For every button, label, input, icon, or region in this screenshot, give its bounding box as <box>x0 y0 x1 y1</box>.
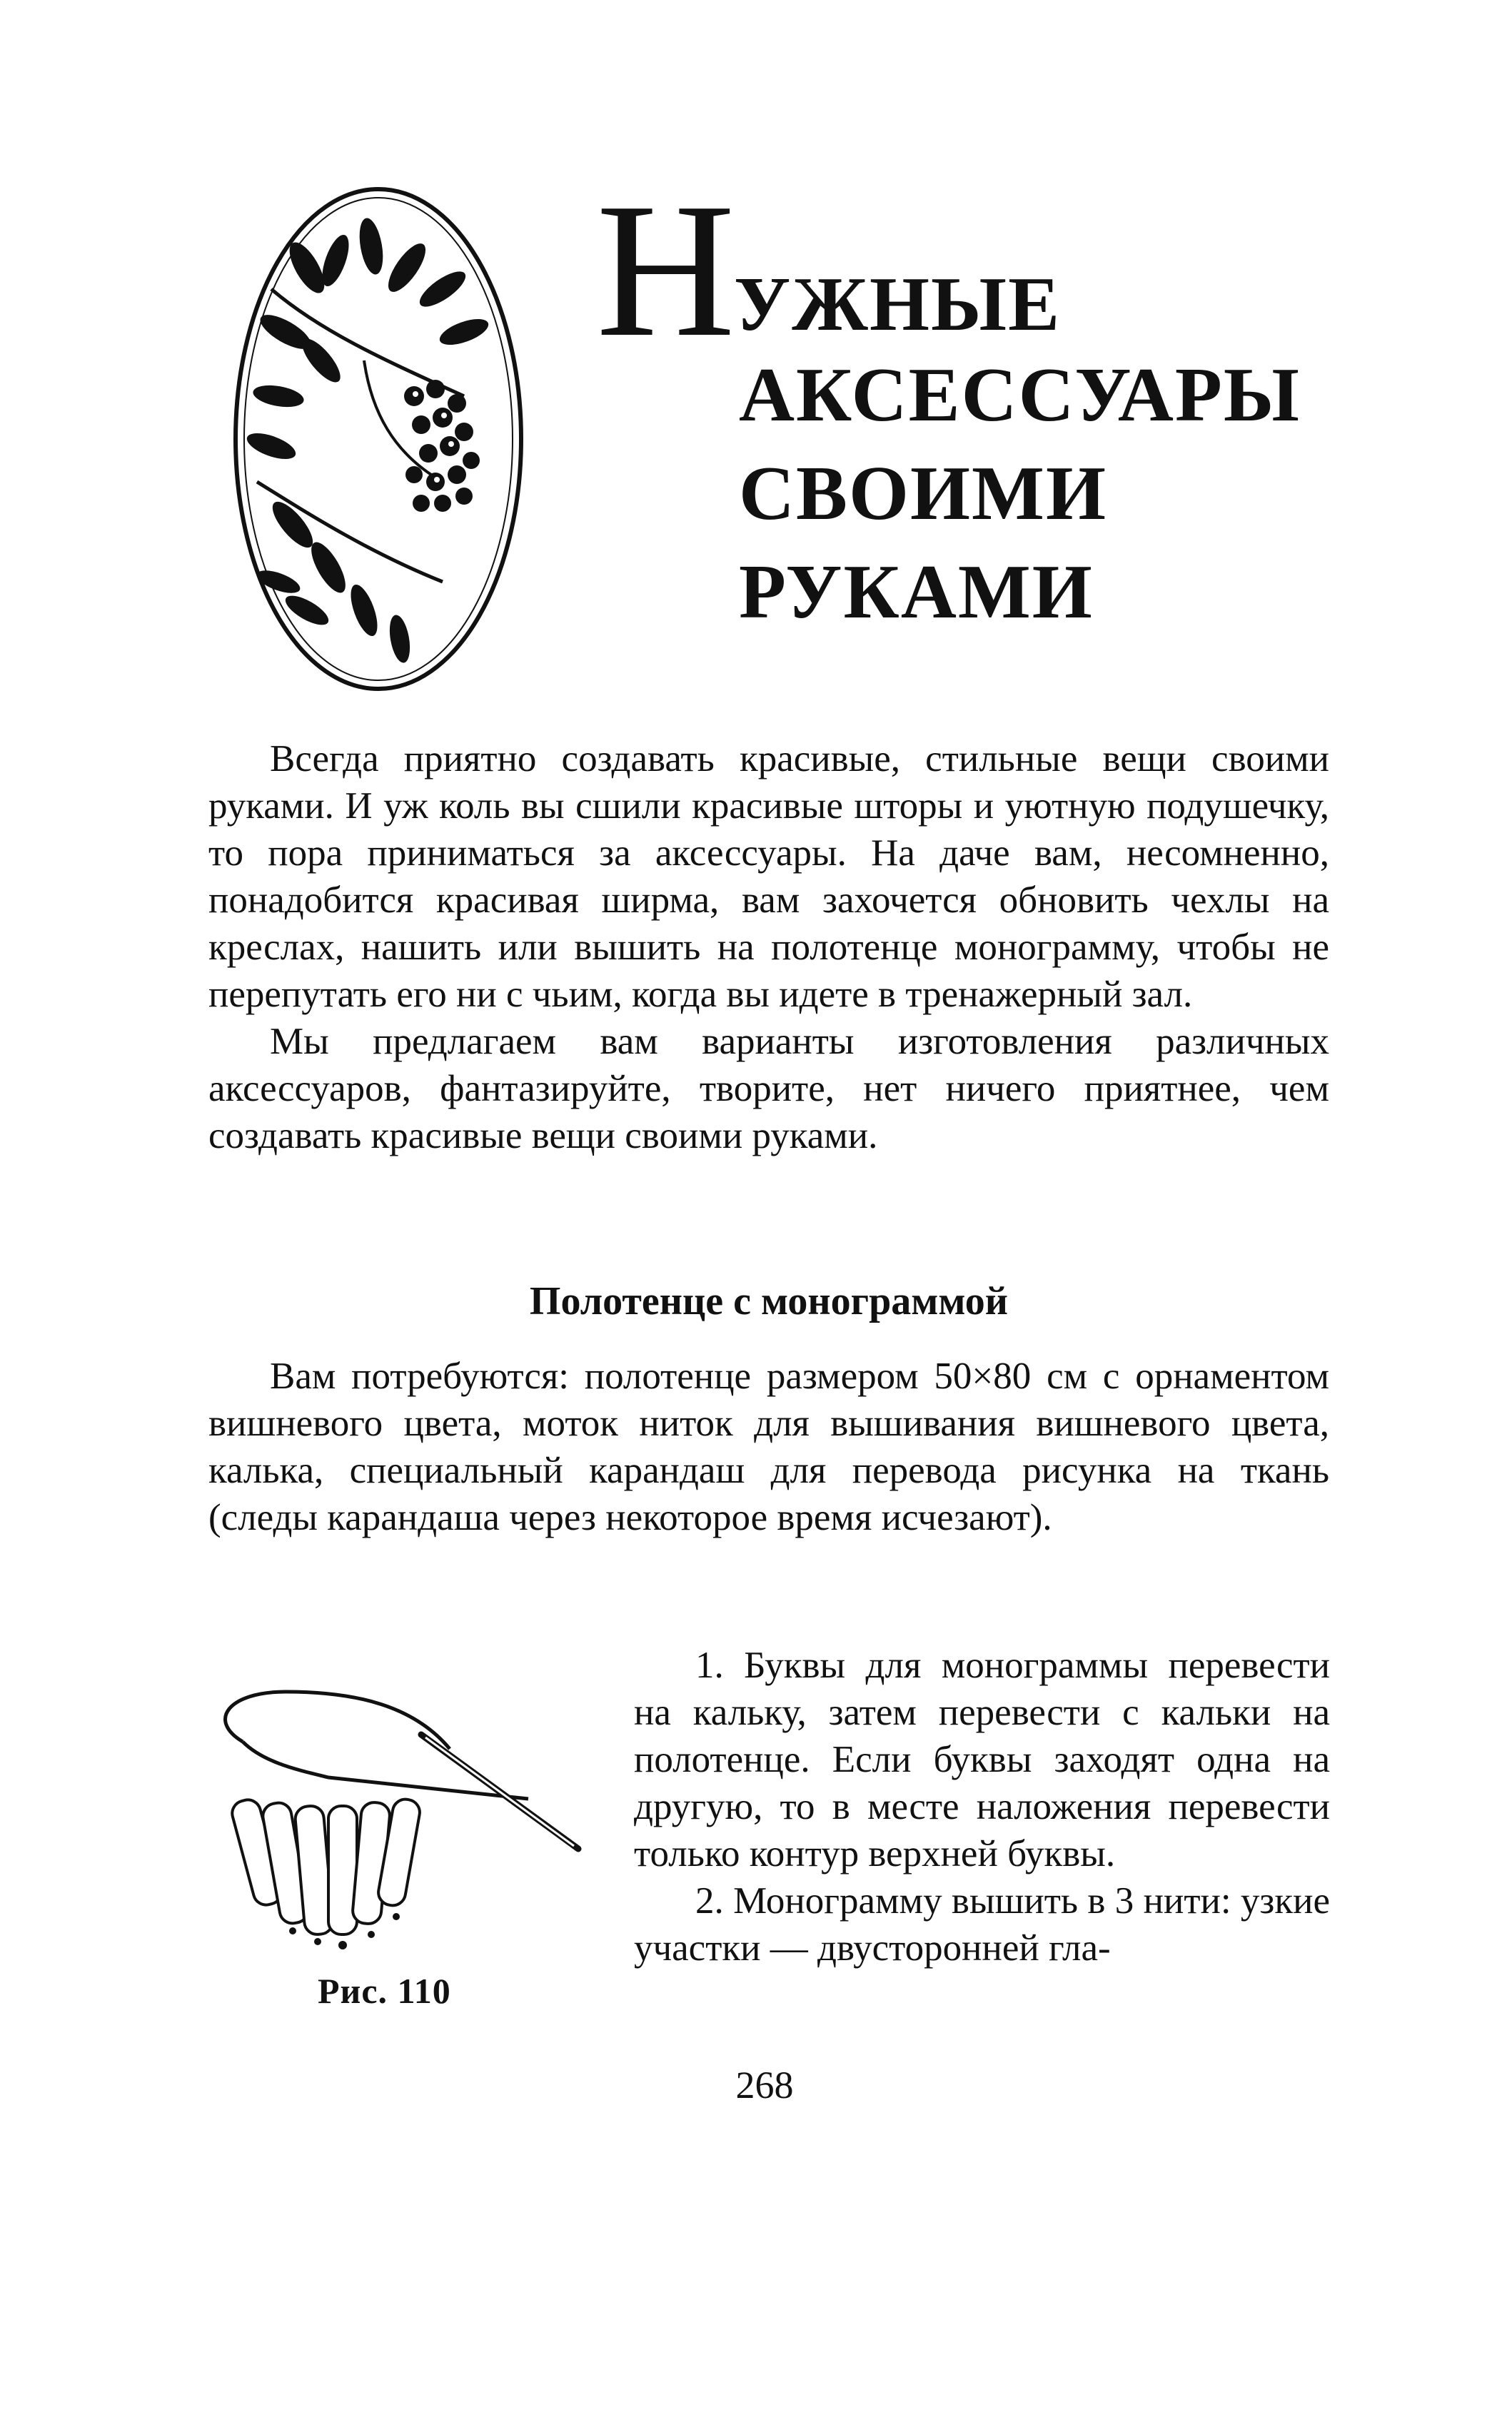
step-1: 1. Буквы для монограммы перевести на кальку, затем перевести с кальки на полотенце. Если буквы заходят одна на другую, то в месте наложения перевести только контур верхней буквы. <box>634 1645 1330 1875</box>
title-initial: Н <box>596 163 734 378</box>
chapter-title <box>596 163 1381 642</box>
step-2: 2. Монограмму вышить в 3 нити: узкие участки — двусторонней гла- <box>634 1880 1330 1969</box>
intro-text <box>208 735 1329 1159</box>
materials-paragraph: Вам потребуются: полотенце размером 50×80 см с орнаментом вишневого цвета, моток ниток для вышивания вишневого цвета, калька, специальный карандаш для перевода рисунка на ткань (следы карандаша через некоторое время исчезают). <box>208 1356 1329 1538</box>
intro-paragraph-2: Мы предлагаем вам варианты изготовления различных аксессуаров, фантазируйте, творите, нет ничего приятнее, чем создавать красивые вещи своими руками. <box>208 1021 1329 1156</box>
steps-text <box>634 1642 1330 1972</box>
title-line-2: АКСЕССУАРЫ <box>739 353 1301 438</box>
intro-paragraph-1: Всегда приятно создавать красивые, стильные вещи своими руками. И уж коль вы сшили красивые шторы и уютную подушечку, то пора приниматься за аксессуары. На даче вам, несомненно, понадобится красивая ширма, вам захочется обновить чехлы на креслах, нашить или вышить на полотенце монограмму, чтобы не перепутать его ни с чьим, когда вы идете в тренажерный зал. <box>208 738 1329 1015</box>
section-heading: Полотенце с монограммой <box>529 1279 1009 1323</box>
satin-stitch-needle-icon <box>200 1663 600 1984</box>
title-line-1: УЖНЫЕ <box>734 262 1062 347</box>
title-line-3: СВОИМИ <box>739 451 1107 536</box>
page-number: 268 <box>735 2064 794 2106</box>
materials-text <box>208 1353 1329 1541</box>
title-line-4: РУКАМИ <box>739 550 1094 635</box>
rowan-branch-oval-icon <box>228 182 528 696</box>
figure-caption: Рис. 110 <box>318 1971 451 2011</box>
